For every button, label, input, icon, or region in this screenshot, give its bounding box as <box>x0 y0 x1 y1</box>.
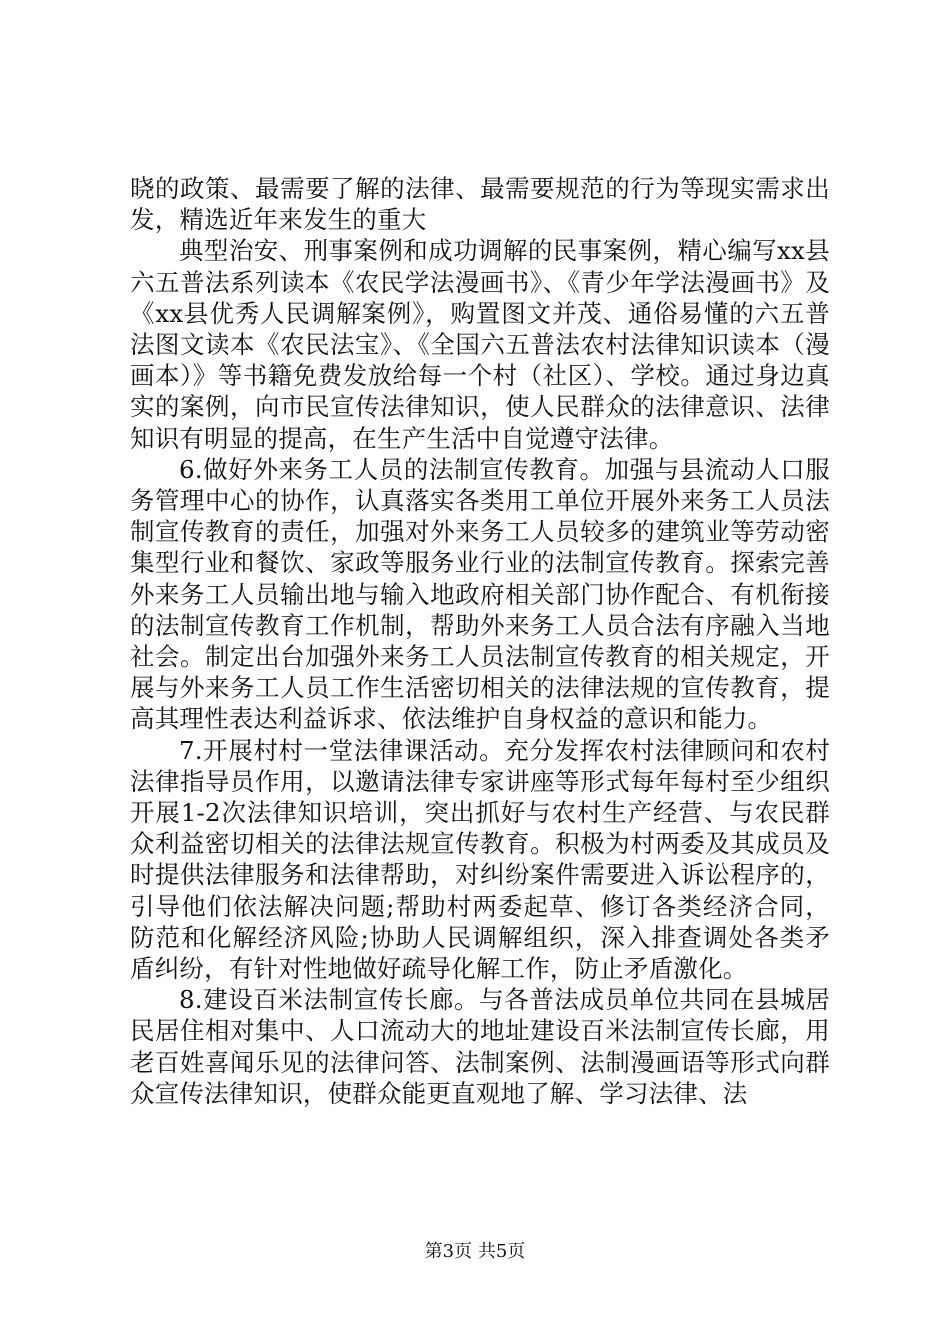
paragraph-item-8: 8.建设百米法制宣传长廊。与各普法成员单位共同在县城居民居住相对集中、人口流动大的地址建设百米法制宣传长廊，用老百姓喜闻乐见的法律问答、法制案例、法制漫画语等形式向群众宣传法律知识，使群众能更直观地了解、学习法律、法 <box>130 985 830 1108</box>
paragraph-typical-cases: 典型治安、刑事案例和成功调解的民事案例，精心编写xx县六五普法系列读本《农民学法漫画书》、《青少年学法漫画书》及《xx县优秀人民调解案例》，购置图文并茂、通俗易懂的六五普法图文读本《农民法宝》、《全国六五普法农村法律知识读本（漫画本）》等书籍免费发放给每一个村（社区）、学校。通过身边真实的案例，向市民宣传法律知识，使人民群众的法律意识、法律知识有明显的提高，在生产生活中自觉遵守法律。 <box>130 236 830 453</box>
paragraph-item-6: 6.做好外来务工人员的法制宣传教育。加强与县流动人口服务管理中心的协作，认真落实各类用工单位开展外来务工人员法制宣传教育的责任，加强对外来务工人员较多的建筑业等劳动密集型行业和餐饮、家政等服务业行业的法制宣传教育。探索完善外来务工人员输出地与输入地政府相关部门协作配合、有机衔接的法制宣传教育工作机制，帮助外来务工人员合法有序融入当地社会。制定出台加强外来务工人员法制宣传教育的相关规定，开展与外来务工人员工作生活密切相关的法律法规的宣传教育，提高其理性表达利益诉求、依法维护自身权益的意识和能力。 <box>130 454 830 734</box>
paragraph-item-7: 7.开展村村一堂法律课活动。充分发挥农村法律顾问和农村法律指导员作用，以邀请法律专家讲座等形式每年每村至少组织开展1-2次法律知识培训，突出抓好与农村生产经营、与农民群众利益密切相关的法律法规宣传教育。积极为村两委及其成员及时提供法律服务和法律帮助，对纠纷案件需要进入诉讼程序的，引导他们依法解决问题;帮助村两委起草、修订各类经济合同，防范和化解经济风险;协助人民调解组织，深入排查调处各类矛盾纠纷，有针对性地做好疏导化解工作，防止矛盾激化。 <box>130 735 830 984</box>
document-body <box>130 173 830 1109</box>
page-number-footer: 第3页 共5页 <box>424 1241 526 1262</box>
paragraph-continued: 晓的政策、最需要了解的法律、最需要规范的行为等现实需求出发，精选近年来发生的重大 <box>130 174 830 235</box>
